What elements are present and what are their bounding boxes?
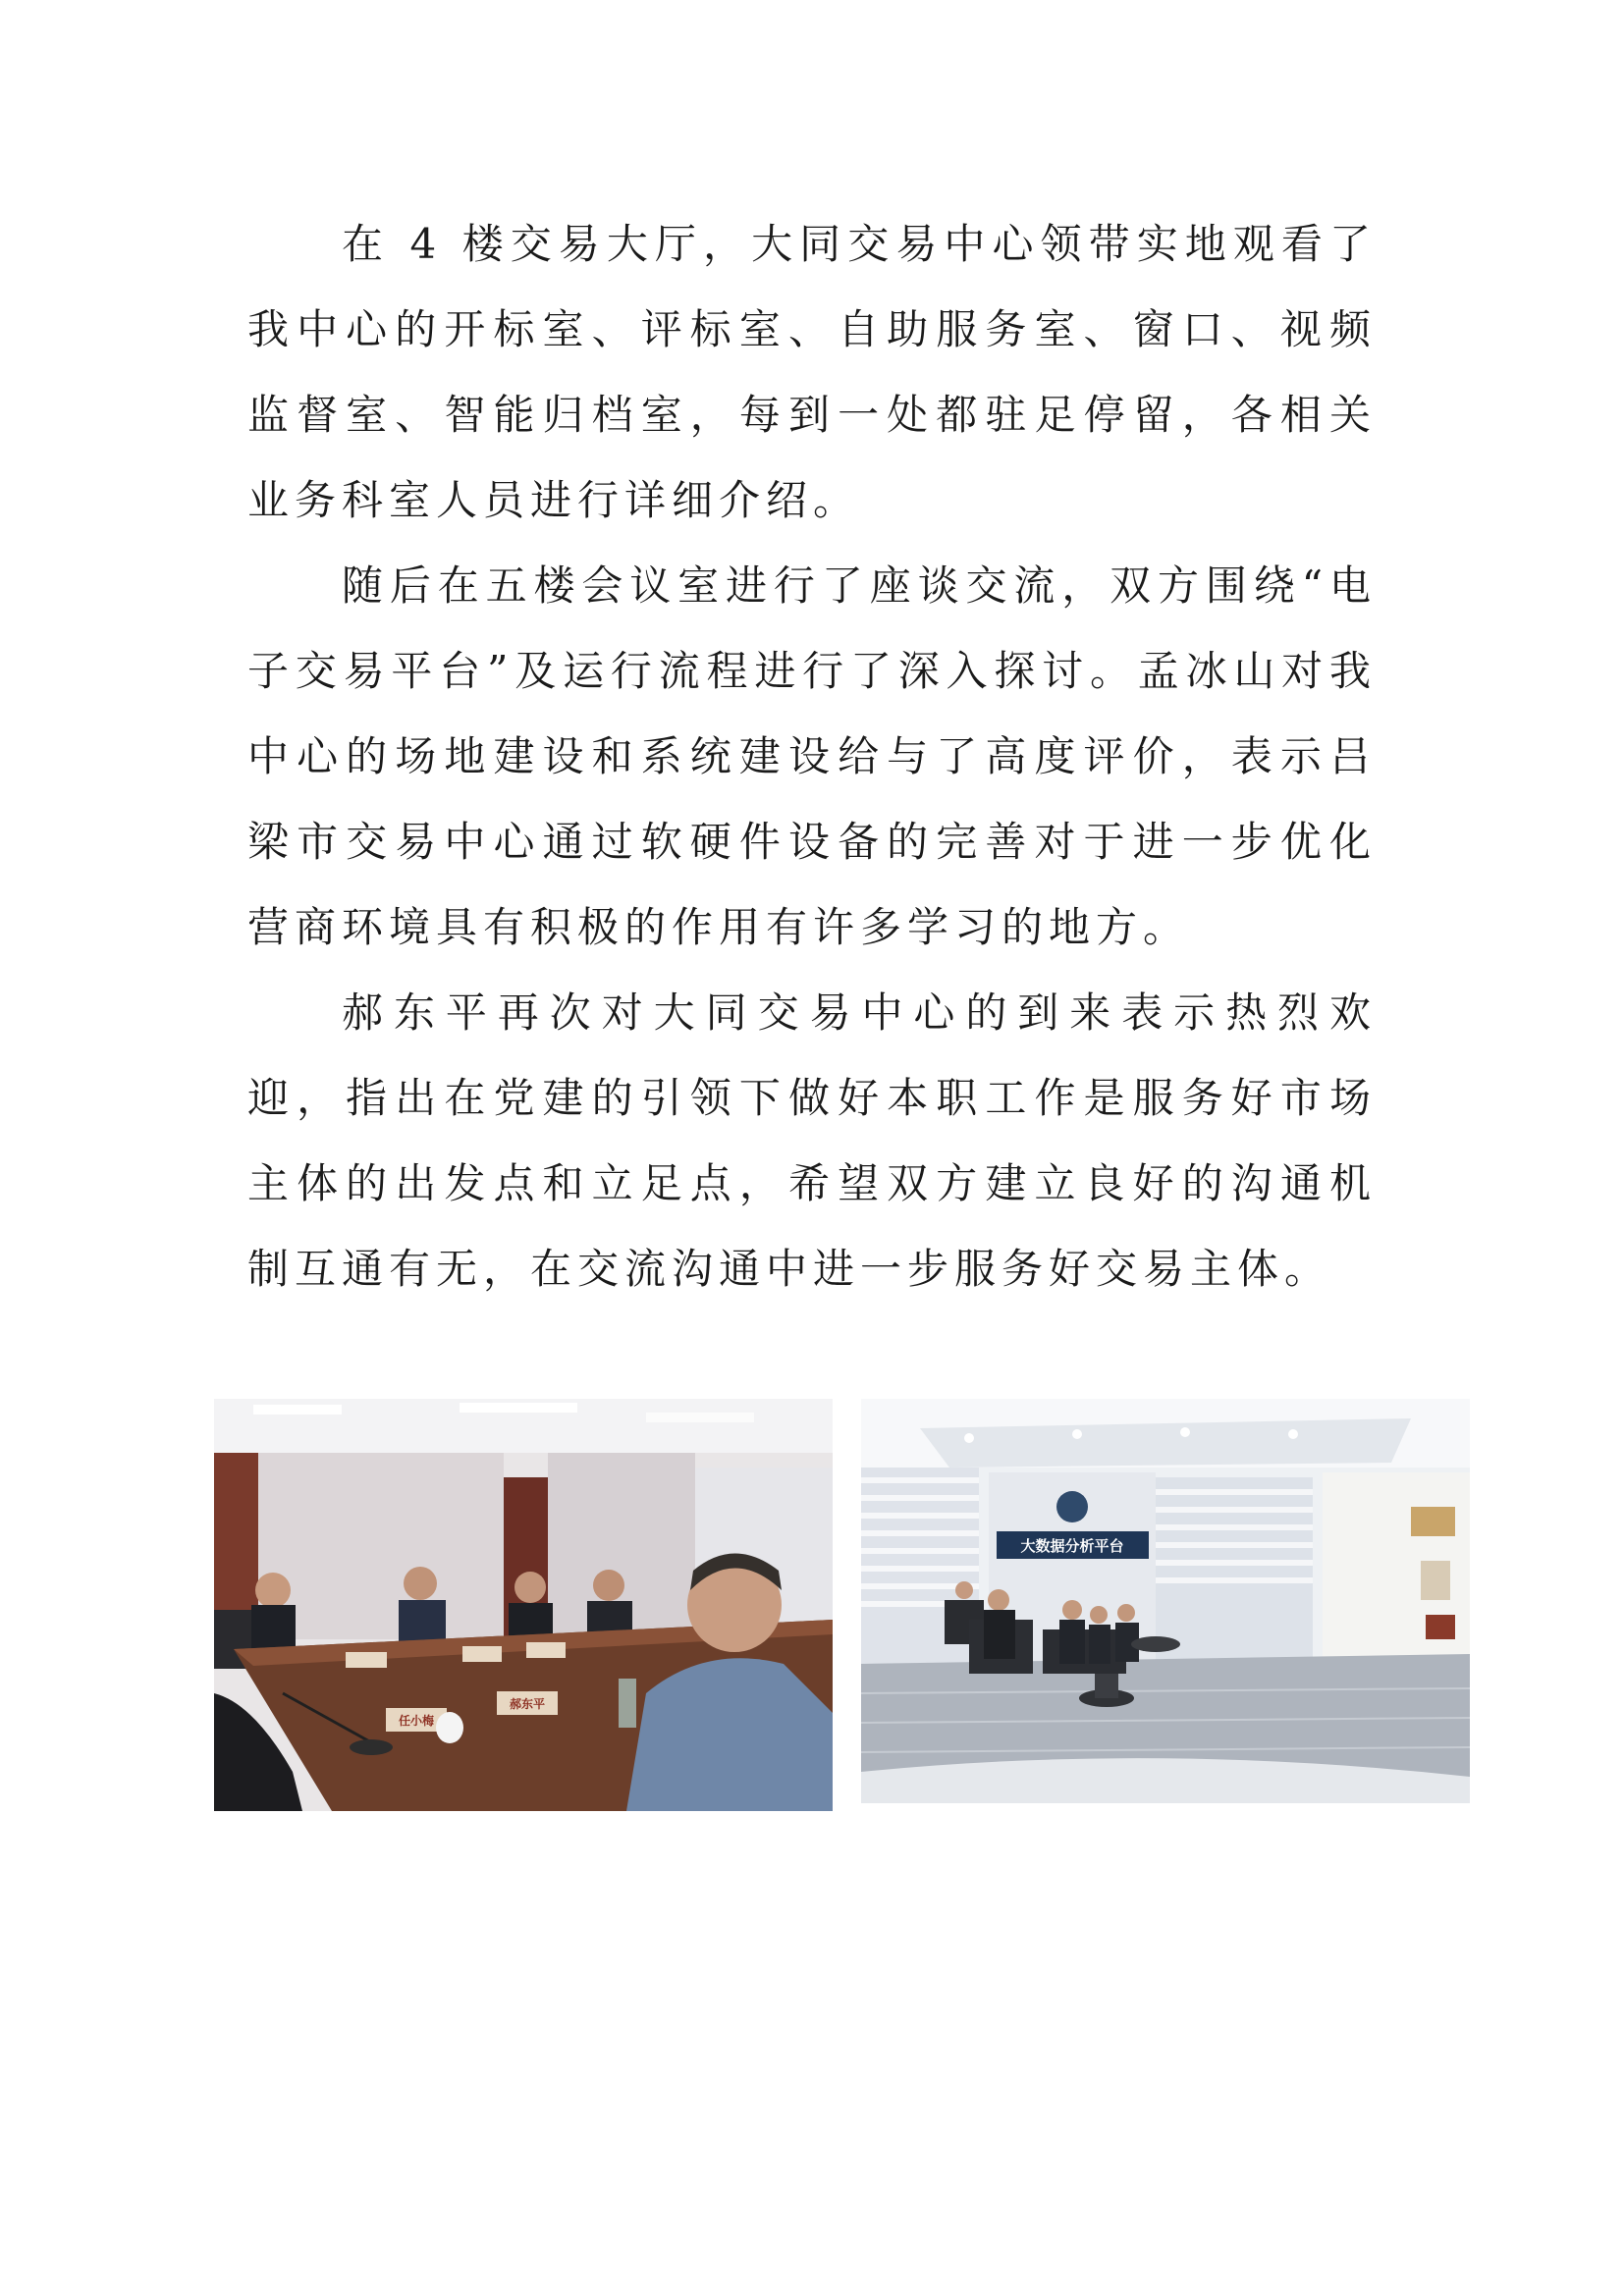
meeting-room-photo <box>214 1399 833 1811</box>
meeting-room-image <box>214 1399 833 1811</box>
paragraph-3: 郝东平再次对大同交易中心的到来表示热烈欢迎，指出在党建的引领下做好本职工作是服务好市场主体的出发点和立足点，希望双方建立良好的沟通机制互通有无，在交流沟通中进一步服务好交易主体。 <box>247 988 1377 1293</box>
data-platform-photo <box>861 1399 1470 1803</box>
data-platform-image <box>861 1399 1470 1803</box>
paragraph-2: 随后在五楼会议室进行了座谈交流，双方围绕“电子交易平台”及运行流程进行了深入探讨。孟冰山对我中心的场地建设和系统建设给与了高度评价，表示吕梁市交易中心通过软硬件设备的完善对于进一步优化营商环境具有积极的作用有许多学习的地方。 <box>247 561 1377 951</box>
paragraph-1: 在 4 楼交易大厅，大同交易中心领带实地观看了我中心的开标室、评标室、自助服务室、窗口、视频监督室、智能归档室，每到一处都驻足停留，各相关业务科室人员进行详细介绍。 <box>247 220 1377 524</box>
platform-sign: 大数据分析平台 <box>1020 1537 1124 1555</box>
body-text <box>247 201 1377 1311</box>
nameplate-2: 郝东平 <box>509 1697 546 1711</box>
nameplate-1: 任小梅 <box>398 1714 435 1728</box>
